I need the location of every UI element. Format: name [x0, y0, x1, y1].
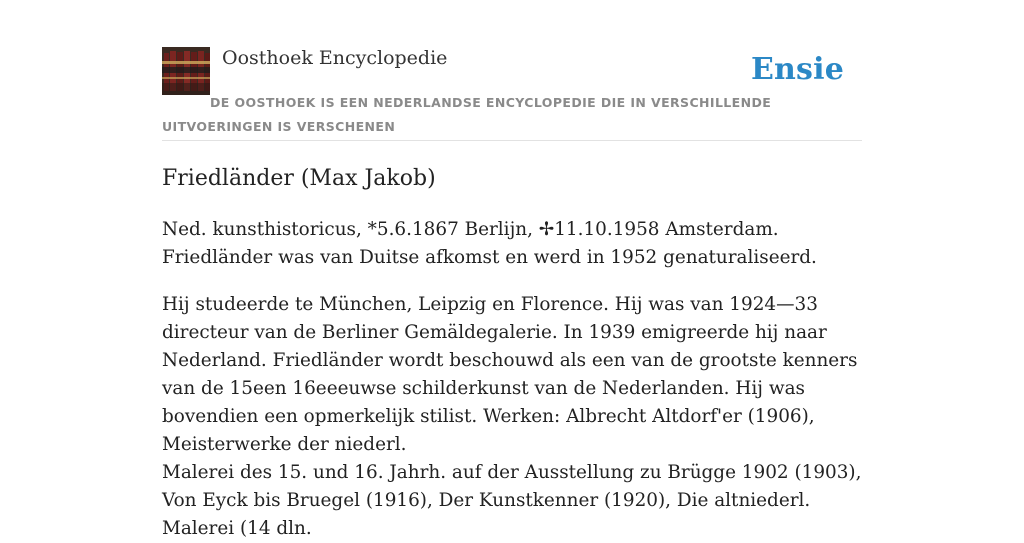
page [162, 0, 862, 539]
article-paragraph: Ned. kunsthistoricus, *5.6.1867 Berlijn, ✢11.10.1958 Amsterdam. Friedländer was van Duitse afkomst en werd in 1952 genaturaliseerd. [162, 219, 817, 268]
site-header [162, 0, 862, 141]
site-avatar[interactable] [162, 47, 210, 95]
site-tagline: DE OOSTHOEK IS EEN NEDERLANDSE ENCYCLOPEDIE DIE IN VERSCHILLENDE UITVOERINGEN IS VERSCHENEN [162, 95, 772, 134]
site-title[interactable]: Oosthoek Encyclopedie [222, 47, 448, 69]
encyclopedia-books-icon [162, 47, 210, 95]
article-paragraph: Hij studeerde te München, Leipzig en Florence. Hij was van 1924—33 directeur van de Berliner Gemäldegalerie. In 1939 emigreerde hij naar Nederland. Friedländer wordt beschouwd als een van de grootste kenners van de 15een 16eeeuwse schilderkunst van de Nederlanden. Hij was bovendien een opmerkelijk stilist. Werken: Albrecht Altdorf'er (1906), Meisterwerke der niederl. [162, 294, 858, 455]
article-paragraph: Malerei des 15. und 16. Jahrh. auf der Ausstellung zu Brügge 1902 (1903), Von Eyck bis Bruegel (1916), Der Kunstkenner (1920), Die altniederl. Malerei (14 dln. [162, 462, 862, 539]
article-title: Friedländer (Max Jakob) [162, 166, 436, 191]
brand-logo[interactable]: Ensie [750, 52, 844, 87]
